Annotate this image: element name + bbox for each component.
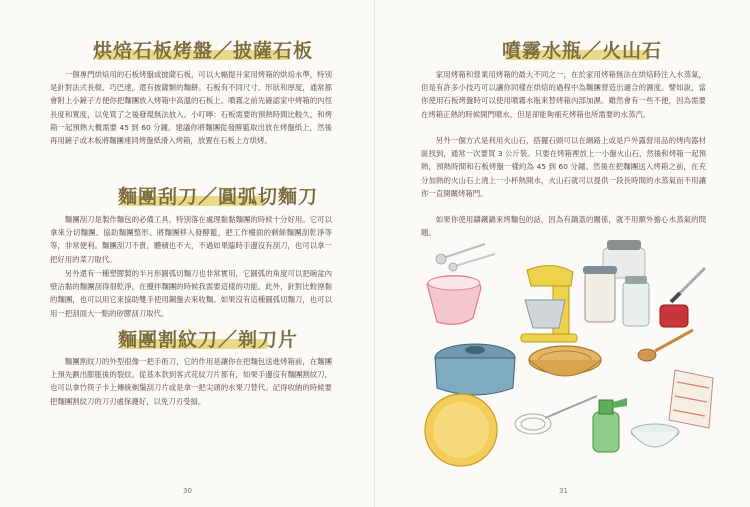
spray-bottle-icon (593, 398, 627, 452)
page-number: 30 (183, 487, 192, 495)
paragraph-dough-scraper: 麵團刮刀是製作麵包的必備工具，特別落在處理黏黏麵團的時候十分好用。它可以拿來分切麵團、協助麵團整形、將麵團移入發酵籃，把工作檯面的剩餘麵團刮乾淨等等，非常便利。麵團刮刀不貴，體積也不大，不過如果臨時手邊沒有刮刀，也可以拿一把好用的菜刀取代。 (50, 215, 332, 264)
paragraph-dutch-oven: 如果你使用鑄鐵鍋來烤麵包的話，因為有鍋蓋的關係，就不用額外擔心水蒸氣的問題。 (421, 215, 706, 238)
banneton-basket-icon (529, 346, 601, 376)
wooden-spoon-icon (638, 330, 693, 361)
heading-dough-scraper: 麵團刮刀／圓弧切麵刀 (118, 186, 319, 208)
glass-jar-icon (623, 276, 649, 326)
flour-canister-icon (583, 266, 617, 322)
whisk-icon (515, 396, 597, 434)
heading-baking-stone: 烘焙石板烤盤／披薩石板 (93, 40, 314, 62)
paragraph-bowl-scraper: 另外還有一種塑膠製的半月形圓弧切麵刀也非常實用，它圓弧的角度可以把碗盆內壁沾黏的麵團刮得很乾淨，在攪拌麵團的時候我需要這樣的功能。此外，針對比較溼黏的麵團，也可以用它來協助雙手使用鋼盤去來收麵。如果沒有這種圓弧切麵刀，也可以用一把刮面大一點的矽膠刮刀取代。 (50, 269, 332, 318)
dutch-oven-icon (435, 344, 515, 395)
heading-spray-bottle: 噴霧水瓶／火山石 (502, 40, 663, 62)
stand-mixer-icon (521, 265, 577, 342)
paragraph-spray-bottle: 家用烤箱和營業用烤箱的最大不同之一，在於家用烤箱無法在烘焙時注入水蒸氣，但是有許多小技巧可以讓你同樣在烘焙的過程中為麵團營造出適合的濕度。譬如說，當你使用石板烤盤時可以使用噴霧水瓶來替烤箱內部加濕。雖然會有一些不便，因為需要在烤箱正熱的時候開門噴水，但是卻能夠補充烤箱也所需要的水蒸汽。 (421, 70, 706, 119)
glass-bowl-icon (631, 424, 679, 447)
paragraph-lame: 麵團割紋刀的外型很像一把手術刀，它的作用是讓你在把麵包送進烤箱前，在麵團上預先劃出膨脹後的裂紋。從基本款到客式花紋刀片都有，如果手邊沒有麵團割紋刀，也可以拿竹筷子卡上傳統剃鬚刮刀片或是拿一把尖頭的水果刀替代。記得收納的時候要把麵團割紋刀的刀刃處保護好，以免刀刃受損。 (50, 357, 332, 406)
paragraph-baking-stone: 一個專門烘焙用的石板烤盤或披薩石板，可以大幅提升家用烤箱的烘焙水準，特別是針對法式長棍、巧巴達，還有披薩類的麵餅。石板有不同尺寸、形狀和厚度，通常都會附上小鏟子方便你把麵團放入烤箱中高溫的石板上。噴霧之前先確認家中烤箱的內徑長度和寬度，以免買了之後發現無法放入。小叮嚀：石板需要的預熱時間比較久，和烤箱一起預熱大概需要 45 到 60 分鐘。建議你將麵團從發酵籃取出放在烤盤紙上，然後再用鏟子或木板將麵團連同烤盤紙滑入烤箱，放置在石板上方烘烤。 (50, 70, 332, 146)
page-number: 31 (559, 487, 568, 495)
measuring-spoons-icon (436, 244, 495, 271)
baking-tools-illustration (375, 0, 750, 507)
right-page (375, 0, 750, 507)
heading-lame: 麵團割紋刀／剃刀片 (118, 329, 299, 351)
knife-icon (671, 268, 705, 302)
red-scraper-icon (660, 305, 688, 327)
yellow-scale-plate-icon (425, 394, 497, 466)
paragraph-lava-rock: 另外一個方式是利用火山石，搭擺石頭可以在網路上或是戶外露營用品的烤肉器材區找到，通常一次要買 3 公斤裝。只要在烤箱裡放上一小盤火山石，然後和烤箱一起預熱，預熱時間和石板烤盤一樣約為 45 到 60 分鐘。然後在把麵團送入烤箱之前，在充分加熱的火山石上澆上一小杯熱開水，火山石就可以提供一段長時間的水蒸氣而不用讓你一直開關烤箱門。 (421, 136, 706, 198)
cloth-bag-icon (669, 370, 713, 428)
cup-icon (427, 276, 481, 325)
